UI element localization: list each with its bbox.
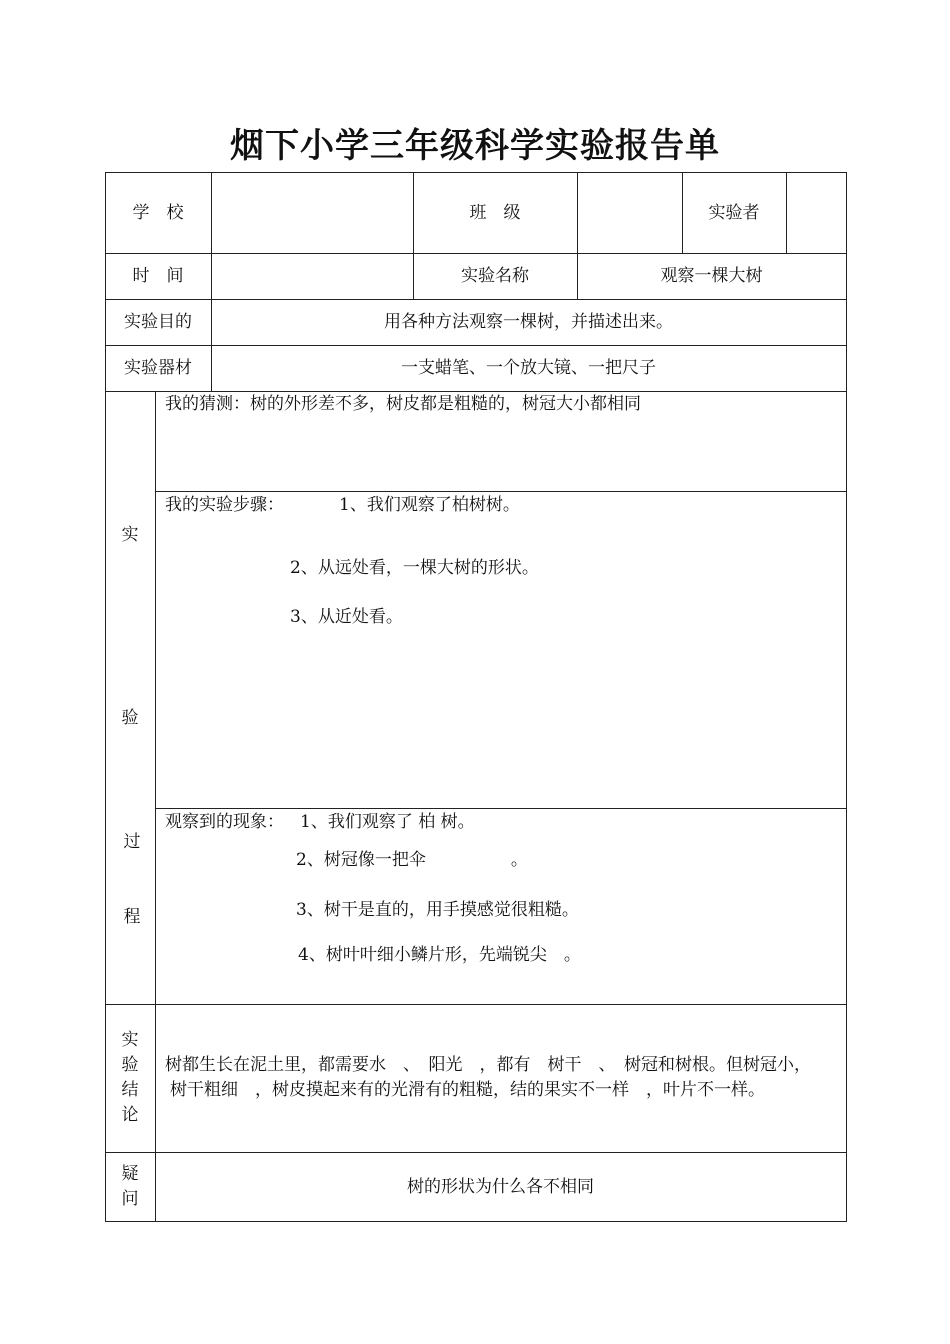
step-item: 1、我们观察了柏树树。 (339, 495, 520, 515)
process-label-char: 实 (121, 525, 139, 545)
materials-label: 实验器材 (124, 358, 192, 378)
step-item: 3、从近处看。 (290, 607, 403, 627)
table-rule-conclusion (105, 1152, 847, 1153)
question-label-char: 疑 (121, 1164, 139, 1184)
observed-item: 4、树叶叶细小鳞片形，先端锐尖 。 (298, 945, 581, 965)
table-rule-row3 (105, 345, 847, 346)
process-label-char: 程 (123, 907, 141, 927)
experiment-name-label: 实验名称 (461, 266, 529, 286)
conclusion-label-char: 结 (121, 1080, 139, 1100)
conclusion-label-char: 实 (121, 1030, 139, 1050)
conclusion-text-line2: 树干粗细 ，树皮摸起来有的光滑有的粗糙，结的果实不一样 ，叶片不一样。 (170, 1080, 765, 1100)
time-label: 时 间 (132, 266, 184, 286)
observed-item: 1、我们观察了 柏 树。 (300, 812, 475, 832)
process-label-char: 验 (121, 708, 139, 728)
school-label: 学 校 (132, 203, 184, 223)
question-label-char: 问 (121, 1189, 139, 1209)
experimenter-label: 实验者 (708, 203, 760, 223)
table-rule-process (105, 1004, 847, 1005)
table-rule-row2 (105, 299, 847, 300)
conclusion-text-line1: 树都生长在泥土里，都需要水 、 阳光 ，都有 树干 、 树冠和树根。但树冠小， (165, 1055, 811, 1075)
table-rule-top (105, 172, 847, 173)
step-item: 2、从远处看，一棵大树的形状。 (290, 558, 539, 578)
class-label: 班 级 (469, 203, 521, 223)
materials-value: 一支蜡笔、一个放大镜、一把尺子 (401, 358, 656, 378)
conclusion-label-char: 论 (121, 1105, 139, 1125)
table-rule-process-label-col (155, 391, 156, 1222)
conclusion-label-char: 验 (121, 1055, 139, 1075)
table-rule-row4 (105, 391, 847, 392)
observed-item: 2、树冠像一把伞 。 (296, 850, 528, 870)
page-title: 烟下小学三年级科学实验报告单 (230, 126, 720, 166)
experiment-name-value: 观察一棵大树 (660, 266, 763, 286)
table-rule-row1 (105, 253, 847, 254)
purpose-label: 实验目的 (124, 312, 192, 332)
hypothesis-text: 我的猜测：树的外形差不多，树皮都是粗糙的，树冠大小都相同 (165, 394, 641, 414)
process-label-char: 过 (123, 832, 141, 852)
question-text: 树的形状为什么各不相同 (407, 1177, 594, 1197)
table-rule-bottom (105, 1221, 847, 1222)
table-rule-guess (155, 491, 847, 492)
purpose-value: 用各种方法观察一棵树，并描述出来。 (384, 312, 673, 332)
table-rule-right (846, 172, 847, 1222)
steps-label: 我的实验步骤： (165, 495, 284, 515)
observed-item: 3、树干是直的，用手摸感觉很粗糙。 (296, 900, 579, 920)
table-rule-experimenter-value-col (786, 172, 787, 253)
table-rule-steps (155, 808, 847, 809)
observed-label: 观察到的现象： (165, 812, 284, 832)
